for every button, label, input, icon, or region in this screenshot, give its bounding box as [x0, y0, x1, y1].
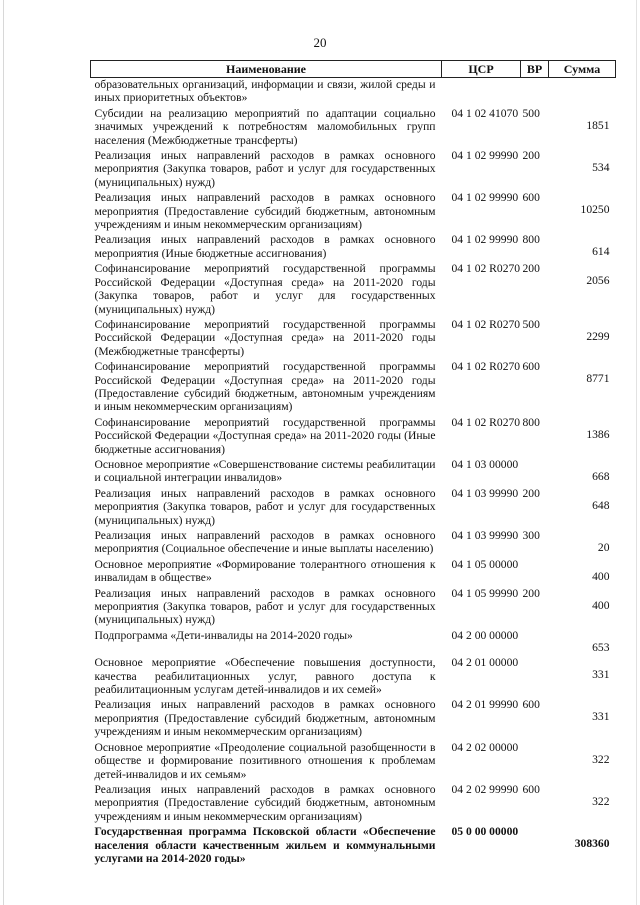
row-name: Реализация иных направлений расходов в рамках основного мероприятия (Предоставление субсидий бюджетным, автономным учреждениям и иным некоммерческим организациям) [94, 191, 436, 232]
table-row [91, 558, 616, 587]
row-sum: 331 [592, 668, 610, 682]
row-name: Софинансирование мероприятий государственной программы Российской Федерации «Доступная среда» на 2011-2020 годы (Межбюджетные трансферты) [94, 317, 436, 358]
page-edge-right [636, 0, 637, 905]
row-name: Основное мероприятие «Совершенствование системы реабилитации и социальной интеграции инвалидов» [94, 457, 436, 485]
row-vr: 600 [522, 360, 540, 374]
row-name: Реализация иных направлений расходов в рамках основного мероприятия (Социальное обеспечение и иные выплаты населению) [94, 529, 436, 556]
table-row [91, 233, 616, 262]
row-csr: 04 1 02 99990 [451, 233, 519, 247]
row-name: образовательных организаций, информации и связи, жилой среды и иных приоритетных объектов» [94, 78, 436, 105]
row-name: Реализация иных направлений расходов в рамках основного мероприятия (Закупка товаров, работ и услуг для государственных (муниципальных) нужд) [94, 586, 436, 627]
table-row [91, 783, 616, 825]
row-csr: 04 1 02 R0270 [451, 415, 521, 429]
row-vr: 200 [522, 262, 540, 276]
row-csr: 04 1 02 R0270 [451, 262, 521, 276]
row-sum: 322 [592, 794, 610, 808]
row-name: Основное мероприятие «Обеспечение повышения доступности, качества реабилитационных услуг, равного доступа к реабилитационным услугам детей-инвалидов и их семей» [94, 656, 436, 697]
row-sum: 2299 [586, 329, 610, 343]
row-sum: 308360 [574, 837, 610, 851]
row-vr: 500 [522, 106, 540, 120]
row-name: Реализация иных направлений расходов в рамках основного мероприятия (Закупка товаров, работ и услуг для государственных (муниципальных) нужд) [94, 486, 436, 527]
table-row [91, 416, 616, 458]
table-row [91, 656, 616, 698]
table-row [91, 78, 616, 107]
row-name: Государственная программа Псковской области «Обеспечение населения области качественным жильем и коммунальными услугами на 2014-2020 годы» [94, 825, 436, 865]
row-vr [521, 78, 549, 107]
table-row [91, 587, 616, 629]
header-csr: ЦСР [442, 61, 521, 78]
row-sum: 668 [592, 469, 610, 483]
row-name: Субсидии на реализацию мероприятий по адаптации социально значимых учреждений к потребностям маломобильных групп населения (Межбюджетные трансферты) [94, 106, 436, 147]
row-vr: 800 [522, 415, 540, 429]
header-name: Наименование [91, 61, 442, 78]
header-sum: Сумма [549, 61, 616, 78]
row-csr: 04 1 03 99990 [451, 486, 519, 500]
table-row [91, 458, 616, 487]
row-vr: 800 [522, 233, 540, 247]
table-row [91, 629, 616, 656]
header-vr: ВР [521, 61, 549, 78]
row-csr: 04 1 02 99990 [451, 149, 519, 163]
row-name: Подпрограмма «Дети-инвалиды на 2014-2020 годы» [94, 628, 353, 642]
row-csr: 04 2 00 00000 [451, 628, 519, 642]
row-name: Реализация иных направлений расходов в рамках основного мероприятия (Предоставление субсидий бюджетным, автономным учреждениям и иным некоммерческим организациям) [94, 782, 436, 823]
row-vr: 600 [522, 191, 540, 205]
row-csr: 04 1 05 99990 [451, 586, 519, 600]
row-csr: 05 0 00 00000 [451, 825, 519, 839]
row-sum: 8771 [586, 372, 610, 386]
row-csr: 04 1 02 99990 [451, 191, 519, 205]
table-row [91, 191, 616, 233]
table-header-row [91, 61, 616, 78]
row-sum: 614 [592, 245, 610, 259]
row-csr [442, 78, 521, 107]
row-csr: 04 2 02 99990 [451, 782, 519, 796]
row-vr [521, 656, 549, 698]
row-sum: 2056 [586, 274, 610, 288]
row-vr: 200 [522, 486, 540, 500]
row-sum: 10250 [580, 203, 610, 217]
budget-table [90, 60, 616, 867]
row-csr: 04 2 02 00000 [451, 740, 519, 754]
row-csr: 04 1 05 00000 [451, 557, 519, 571]
row-name: Софинансирование мероприятий государственной программы Российской Федерации «Доступная среда» на 2011-2020 годы (Закупка товаров, работ и услуг для государственных (муниципальных) нужд) [94, 262, 436, 316]
row-vr: 200 [522, 149, 540, 163]
row-vr [521, 629, 549, 656]
row-sum: 648 [592, 498, 610, 512]
row-vr [521, 458, 549, 487]
table-row [91, 698, 616, 740]
row-csr: 04 1 02 R0270 [451, 360, 521, 374]
row-sum: 400 [592, 569, 610, 583]
row-csr: 04 1 02 R0270 [451, 317, 521, 331]
row-name: Софинансирование мероприятий государственной программы Российской Федерации «Доступная среда» на 2011-2020 годы (Предоставление субсидий бюджетным, автономным учреждениям и иным некоммерческим организациям) [94, 360, 436, 414]
row-name: Софинансирование мероприятий государственной программы Российской Федерации «Доступная среда» на 2011-2020 годы (Иные бюджетные ассигнования) [94, 415, 436, 456]
table-body [91, 78, 616, 868]
row-sum: 20 [597, 541, 610, 554]
row-vr: 300 [522, 529, 540, 542]
row-vr: 600 [522, 782, 540, 796]
table-row [91, 487, 616, 529]
row-vr [521, 741, 549, 783]
row-sum: 534 [592, 161, 610, 175]
row-name: Реализация иных направлений расходов в рамках основного мероприятия (Закупка товаров, работ и услуг для государственных (муниципальных) нужд) [94, 149, 436, 189]
page-number: 20 [313, 35, 327, 50]
table-row [91, 262, 616, 318]
row-csr: 04 1 02 41070 [451, 106, 519, 120]
row-name: Основное мероприятие «Формирование толерантного отношения к инвалидам в обществе» [94, 557, 436, 585]
row-vr [521, 825, 549, 867]
row-sum: 322 [592, 752, 610, 766]
row-vr [521, 558, 549, 587]
row-name: Реализация иных направлений расходов в рамках основного мероприятия (Предоставление субсидий бюджетным, автономным учреждениям и иным некоммерческим организациям) [94, 698, 436, 739]
row-vr: 200 [522, 586, 540, 600]
table-row [91, 318, 616, 360]
row-csr: 04 2 01 00000 [451, 656, 519, 670]
row-name: Основное мероприятие «Преодоление социальной разобщенности в обществе и формирование позитивного отношения к проблемам детей-инвалидов и их семьям» [94, 740, 436, 781]
table-row [91, 529, 616, 558]
page-edge-left [3, 0, 4, 905]
table-row [91, 825, 616, 867]
row-sum: 1386 [586, 427, 610, 441]
table-row [91, 149, 616, 191]
row-csr: 04 2 01 99990 [451, 698, 519, 712]
row-vr: 500 [522, 317, 540, 331]
row-sum [549, 78, 616, 107]
row-sum: 653 [592, 640, 610, 654]
table-row [91, 741, 616, 783]
row-csr: 04 1 03 00000 [451, 457, 519, 471]
table-row [91, 107, 616, 149]
row-sum: 1851 [586, 118, 610, 132]
row-name: Реализация иных направлений расходов в рамках основного мероприятия (Иные бюджетные ассигнования) [94, 233, 436, 260]
row-vr: 600 [522, 698, 540, 712]
row-sum: 400 [592, 598, 610, 612]
row-sum: 331 [592, 710, 610, 724]
table-row [91, 360, 616, 416]
row-csr: 04 1 03 99990 [451, 529, 519, 542]
